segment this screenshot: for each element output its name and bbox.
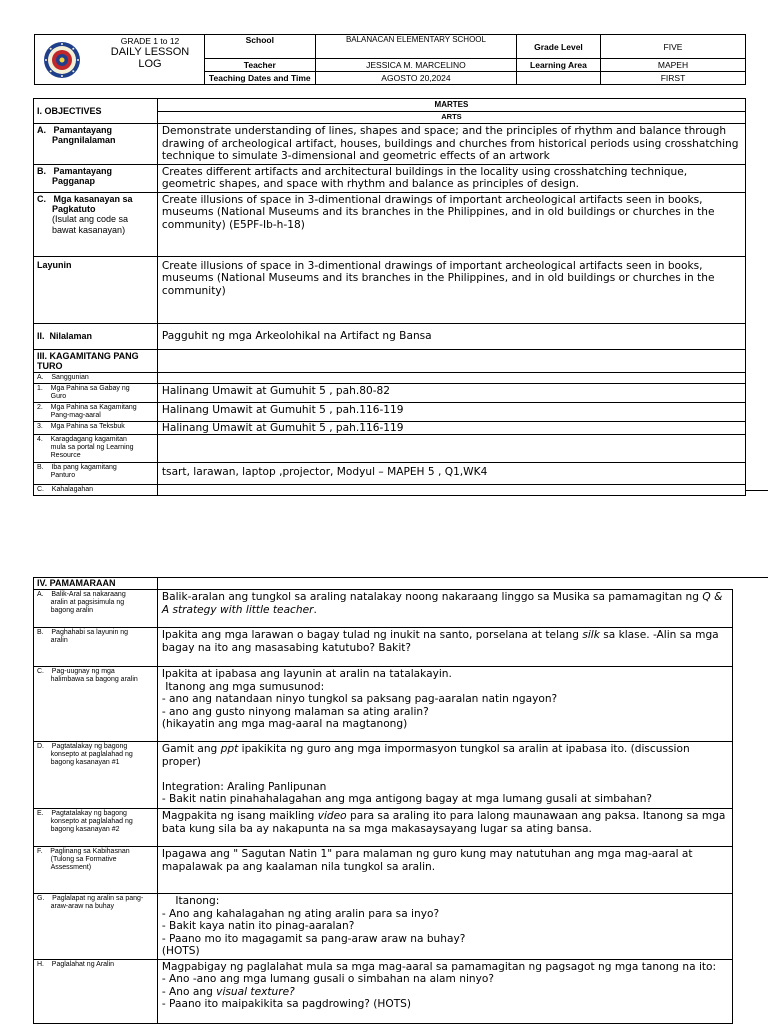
materials-row — [34, 484, 746, 495]
step-label: G. Paglalapat ng aralin sa pang- araw-araw na buhay — [34, 894, 158, 960]
step-text-after: para sa araling ito para lalong maunawaan ang paksa. Itanong sa mga bata kung sila ba ay nakapunta na sa mga makasaysayang lugar sa ating bansa. — [161, 810, 729, 835]
row-label: B. Iba pang kagamitang Panturo — [34, 462, 158, 484]
row-sublabel: (Isulat ang code sa bawat kasanayan) — [52, 213, 129, 235]
day-label: MARTES — [157, 99, 745, 112]
row-text — [157, 349, 745, 372]
materials-row — [34, 402, 746, 421]
row-label: 2. Mga Pahina sa Kagamitang Pang-mag-aaral — [34, 402, 158, 421]
row-label: B. Pamantayang Pagganap — [34, 164, 158, 192]
header-title-cell — [35, 35, 205, 85]
procedure-row — [34, 894, 733, 960]
step-text-cell — [157, 959, 732, 1023]
row-label: Layunin — [34, 256, 158, 323]
step-text-after: . — [313, 603, 317, 616]
objectives-row — [34, 349, 746, 372]
grade-level-label: Grade Level — [516, 35, 600, 59]
procedure-row — [34, 667, 733, 742]
step-italic: ppt — [220, 743, 239, 755]
row-label: II. Nilalaman — [34, 323, 158, 349]
school-label: School — [204, 35, 315, 59]
grade-level-value: FIVE — [601, 35, 746, 59]
procedure-row — [34, 742, 733, 809]
materials-row — [34, 434, 746, 462]
step-text-cell — [157, 628, 732, 667]
step-text-cell — [157, 590, 732, 628]
objectives-label: I. OBJECTIVES — [34, 99, 158, 124]
objectives-row — [34, 124, 746, 165]
step-label: H. Paglalahat ng Aralin — [34, 959, 158, 1023]
procedure-table — [33, 589, 733, 1024]
table-extension-line — [746, 490, 768, 491]
row-text: Halinang Umawit at Gumuhit 5 , pah.116-119 — [157, 402, 745, 421]
row-text: Creates different artifacts and architectural buildings in the locality using crosshatching technique, geometric shapes, and space with rhythm and balance as principles of design. — [157, 164, 745, 192]
step-label: B. Paghahabi sa layunin ng aralin — [34, 628, 158, 667]
step-text-after: ipakikita ng guro ang mga impormasyon tungkol sa aralin at ipabasa ito. (discussion proper) Integration: Araling Panlipunan - Bakit natin pinahahalagahan ang mga antigong bagay at mga lumang gusali at simbahan? — [161, 743, 690, 805]
materials-row — [34, 462, 746, 484]
step-text-after: - Paano ito maipakikita sa pagdrowing? (HOTS) — [161, 998, 412, 1010]
row-text — [157, 372, 745, 383]
row-text: Pagguhit ng mga Arkeolohikal na Artifact ng Bansa — [157, 323, 745, 349]
step-text: Magpakita ng isang maikling — [161, 810, 318, 822]
school-value: BALANACAN ELEMENTARY SCHOOL — [316, 35, 517, 59]
step-text-cell — [157, 742, 732, 809]
step-text: Gamit ang — [161, 743, 221, 755]
row-label: 1. Mga Pahina sa Gabay ng Guro — [34, 383, 158, 402]
row-text: Demonstrate understanding of lines, shapes and space; and the principles of rhythm and balance through drawing of archeological artifact, houses, buildings and churches from historical periods using crosshatching technique to simulate 3-dimensional and geometric effects of an artwork — [157, 124, 745, 165]
daily-lesson-log-title: DAILY LESSON — [110, 46, 190, 58]
deped-seal-icon — [43, 41, 81, 79]
objectives-row — [34, 256, 746, 323]
step-text: Magpabigay ng paglalahat mula sa mga mag-aaral sa pamamagitan ng pagsagot ng mga tanong na ito: - Ano -ano ang mga lumang gusali o simbahan na alam ninyo? - Ano ang — [161, 960, 717, 998]
step-label: E. Pagtatalakay ng bagong konsepto at paglalahad ng bagong kasanayan #2 — [34, 809, 158, 847]
learning-area-label: Learning Area — [516, 59, 600, 72]
grade-range-label: GRADE 1 to 12 — [120, 36, 180, 46]
row-label: A. Sanggunian — [34, 372, 158, 383]
row-label: A. Pamantayang Pangnilalaman — [34, 124, 158, 165]
procedure-row — [34, 809, 733, 847]
row-text: tsart, larawan, laptop ,projector, Modyul – MAPEH 5 , Q1,WK4 — [157, 462, 745, 484]
procedure-row — [34, 590, 733, 628]
materials-row — [34, 383, 746, 402]
procedure-title: IV. PAMAMARAAN — [37, 578, 158, 589]
daily-lesson-log-title-2: LOG — [138, 58, 162, 70]
row-label: III. KAGAMITANG PANG TURO — [34, 349, 158, 372]
step-text: Ipakita ang mga larawan o bagay tulad ng inukit na santo, porselana at telang — [161, 629, 583, 641]
objectives-row — [34, 323, 746, 349]
step-italic: Q & A strategy with little teacher — [161, 591, 723, 616]
row-text — [157, 484, 745, 495]
objectives-row — [34, 164, 746, 192]
step-text: Itanong: - Ano ang kahalagahan ng ating aralin para sa inyo? - Bakit kaya natin ito pinag-aaralan? - Paano mo ito magagamit sa pang-araw araw na buhay? (HOTS) — [157, 894, 732, 960]
materials-row — [34, 421, 746, 434]
dates-label: Teaching Dates and Time — [204, 72, 315, 85]
step-italic: silk — [582, 629, 600, 641]
row-text — [157, 434, 745, 462]
row-label: C. Mga kasanayan sa Pagkatuto — [37, 193, 133, 214]
row-label-cell — [34, 192, 158, 256]
row-text: Halinang Umawit at Gumuhit 5 , pah.116-119 — [157, 421, 745, 434]
procedure-row — [34, 628, 733, 667]
step-italic: visual texture? — [216, 985, 295, 998]
quarter-label-empty — [516, 72, 600, 85]
header-table — [34, 34, 746, 85]
row-label: 3. Mga Pahina sa Teksbuk — [34, 421, 158, 434]
dates-value: AGOSTO 20,2024 — [316, 72, 517, 85]
step-text: Ipagawa ang " Sagutan Natin 1" para malaman ng guro kung may natutuhan ang mga mag-aaral at mapalawak pa ang kaalaman nila tungkol sa aralin. — [157, 847, 732, 894]
procedure-row — [34, 959, 733, 1023]
objectives-row — [34, 192, 746, 256]
step-italic: video — [317, 810, 347, 822]
materials-row — [34, 372, 746, 383]
procedure-row — [34, 847, 733, 894]
subject-label: ARTS — [157, 112, 745, 124]
teacher-value: JESSICA M. MARCELINO — [316, 59, 517, 72]
step-label: C. Pag-uugnay ng mga halimbawa sa bagong aralin — [34, 667, 158, 742]
step-text-cell — [157, 809, 732, 847]
objectives-table — [33, 98, 746, 496]
step-label: D. Pagtatalakay ng bagong konsepto at paglalahad ng bagong kasanayan #1 — [34, 742, 158, 809]
row-text: Create illusions of space in 3-dimentional drawings of important archeological artifacts seen in books, museums (National Museums and its branches in the Philippines, and in old buildings or churches in the community) (E5PF-Ib-h-18) — [157, 192, 745, 256]
row-label: 4. Karagdagang kagamitan mula sa portal ng Learning Resource — [34, 434, 158, 462]
teacher-label: Teacher — [204, 59, 315, 72]
learning-area-value: MAPEH — [601, 59, 746, 72]
step-label: F. Paglinang sa Kabihasnan (Tulong sa Formative Assessment) — [34, 847, 158, 894]
step-text-after: sa klase. -Alin sa mga bagay na ito ang masasabing katutubo? Bakit? — [161, 629, 723, 654]
row-text: Create illusions of space in 3-dimentional drawings of important archeological artifacts seen in books, museums (National Museums and its branches in the Philippines, and in old buildings or churches in the community) — [157, 256, 745, 323]
row-text: Halinang Umawit at Gumuhit 5 , pah.80-82 — [157, 383, 745, 402]
step-text: Balik-aralan ang tungkol sa araling natalakay noong nakaraang linggo sa Musika sa pamamagitan ng — [161, 591, 699, 603]
quarter-value: FIRST — [601, 72, 746, 85]
step-label: A. Balik-Aral sa nakaraang aralin at pagsisimula ng bagong aralin — [34, 590, 158, 628]
step-text: Ipakita at ipabasa ang layunin at aralin na tatalakayin. Itanong ang mga sumusunod: - ano ang natandaan ninyo tungkol sa paksang pag-aaralan natin ngayon? - ano ang gusto ninyong malaman sa ating aralin? (hikayatin ang mga mag-aaral na magtanong) — [157, 667, 732, 742]
row-label: C. Kahalagahan — [34, 484, 158, 495]
